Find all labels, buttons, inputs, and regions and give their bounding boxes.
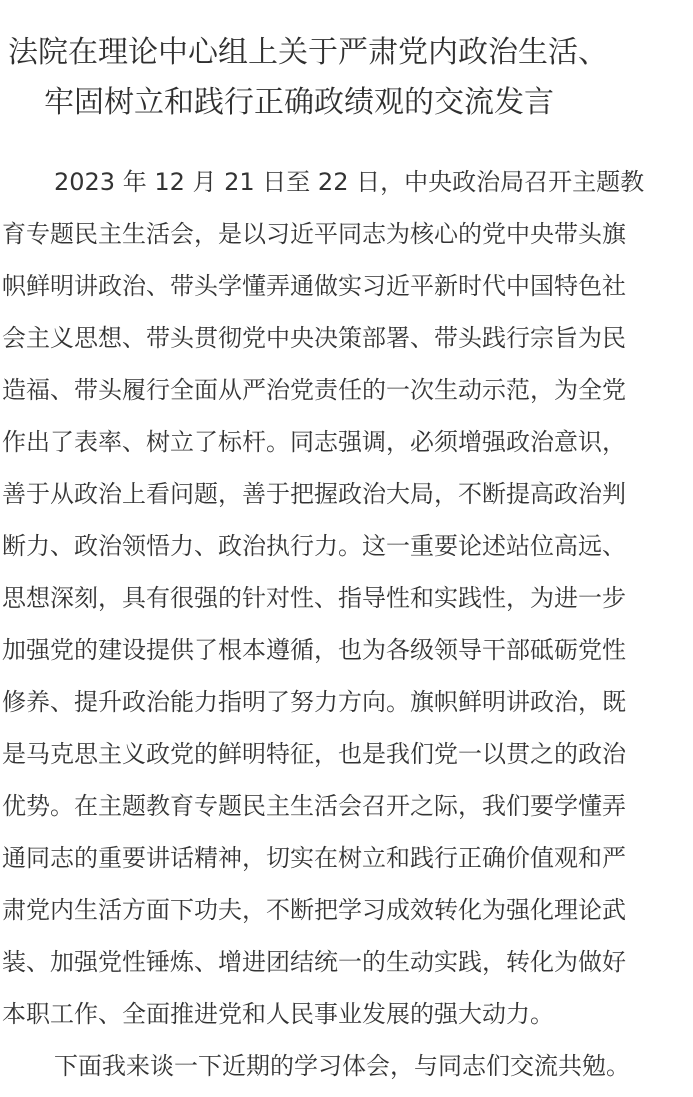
title-line-2: 牢固树立和践行正确政绩观的交流发言: [44, 85, 554, 120]
paragraph-line: 装、加强党性锤炼、增进团结统一的生动实践，转化为做好: [2, 948, 626, 976]
paragraph-line: 加强党的建设提供了根本遵循，也为各级领导干部砥砺党性: [2, 636, 626, 664]
paragraph-line: 造福、带头履行全面从严治党责任的一次生动示范，为全党: [2, 376, 626, 404]
paragraph-line: 通同志的重要讲话精神，切实在树立和践行正确价值观和严: [2, 844, 626, 872]
document-title: [0, 28, 693, 128]
paragraph-line: 修养、提升政治能力指明了努力方向。旗帜鲜明讲政治，既: [2, 688, 626, 716]
paragraph-line: 下面我来谈一下近期的学习体会，与同志们交流共勉。: [54, 1052, 630, 1080]
paragraph-line: 作出了表率、树立了标杆。同志强调，必须增强政治意识，: [2, 428, 626, 456]
paragraph-line: 肃党内生活方面下功夫，不断把学习成效转化为强化理论武: [2, 896, 626, 924]
paragraph-line: 是马克思主义政党的鲜明特征，也是我们党一以贯之的政治: [2, 740, 626, 768]
paragraph-line: 思想深刻，具有很强的针对性、指导性和实践性，为进一步: [2, 584, 626, 612]
paragraph-line: 会主义思想、带头贯彻党中央决策部署、带头践行宗旨为民: [2, 324, 626, 352]
paragraph-1: [2, 156, 682, 1040]
paragraph-line: 2023 年 12 月 21 日至 22 日，中央政治局召开主题教: [54, 168, 645, 196]
paragraph-line: 优势。在主题教育专题民主生活会召开之际，我们要学懂弄: [2, 792, 626, 820]
title-line-1: 法院在理论中心组上关于严肃党内政治生活、: [8, 35, 608, 70]
paragraph-line: 育专题民主生活会，是以习近平同志为核心的党中央带头旗: [2, 220, 626, 248]
document-body: [2, 156, 682, 1092]
paragraph-2: [2, 1040, 682, 1092]
paragraph-line: 善于从政治上看问题，善于把握政治大局，不断提高政治判: [2, 480, 626, 508]
paragraph-line: 断力、政治领悟力、政治执行力。这一重要论述站位高远、: [2, 532, 626, 560]
paragraph-line: 帜鲜明讲政治、带头学懂弄通做实习近平新时代中国特色社: [2, 272, 626, 300]
paragraph-line: 本职工作、全面推进党和人民事业发展的强大动力。: [2, 1000, 554, 1028]
